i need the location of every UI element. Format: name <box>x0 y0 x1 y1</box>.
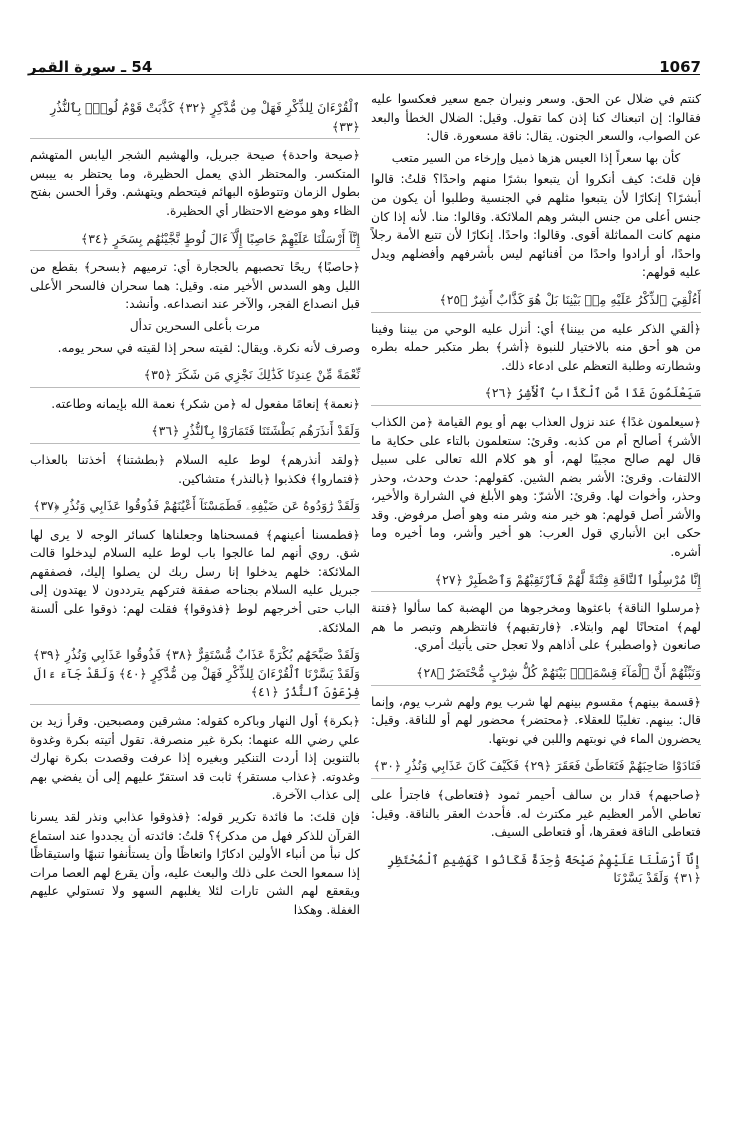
paragraph: ﴿مرسلوا الناقة﴾ باعثوها ومخرجوها من الهضبة كما سألوا ﴿فتنة لهم﴾ امتحانًا لهم وابتلاء. ﴿فارتقبهم﴾ فانتظرهم وتبصر ما هم صانعون ﴿واصطبر﴾ على أذاهم ولا تعجل حتى يأتيك أمري. <box>371 601 701 653</box>
paragraph: ﴿حاصبًا﴾ ريحًا تحصبهم بالحجارة أي: ترميهم ﴿بسحر﴾ بقطع من الليل وهو السدس الأخير منه. وقيل: هما سحران فالسحر الأعلى قبل انصداع الفجر، والآخر عند انصداعه. وأنشد: <box>30 260 360 312</box>
paragraph: فإن قلتَ: كيف أنكروا أن يتبعوا بشرًا منهم واحدًا؟ قلتُ: قالوا أبشرًا؟ إنكارًا لأن يتبعوا مثلهم في الجنسية وطلبوا أن يكون من جنس أعلى من جنس البشر وهم الملائكة. وقالوا: منا. لأنه إذا كان منهم كانت المماثلة أقوى. وقالوا: واحدًا. إنكارًا لأن تتبع الأمة رجلاً واحدًا، أو أرادوا واحدًا من أفنائهم ليس بأشرفهم وأفضلهم ويدل عليه قولهم: <box>371 172 701 280</box>
paragraph: ﴿ولقد أنذرهم﴾ لوط عليه السلام ﴿بطشتنا﴾ أخذتنا بالعذاب ﴿فتماروا﴾ فكذبوا ﴿بالنذر﴾ متشاكين. <box>30 452 360 486</box>
paragraph: ﴿سيعلمون غدًا﴾ عند نزول العذاب بهم أو يوم القيامة ﴿من الكذاب الأشر﴾ أصالح أم من كذبه. وقرئ: ستعلمون بالتاء على حكاية ما قال لهم صالح مجيبًا لهم، أو هو كلام الله تعالى على سبيل الالتفات. وقرئ: الأشر بضم الشين. كقولهم: حدث وحدث، وحذر وحذر، وأخوات لها. وقرئ: الأشرّ: وهو الأبلغ في الشرارة والأخير، والأشر أصل قولهم: هو خير منه وشر منه وهو أصل مرفوض. وقد حكى ابن الأنباري قول العرب: هو أخير وأشر، وما أخيره وما أشره. <box>371 414 701 560</box>
surah-title: 54 ـ سورة القمر <box>28 58 153 76</box>
paragraph: وصرف لأنه نكرة. ويقال: لقيته سحر إذا لقيته في سحر يومه. <box>57 340 360 355</box>
quran-verse: نِّعْمَةً مِّنْ عِندِنَا كَذَٰلِكَ نَجْزِي مَن شَكَرَ ﴿٣٥﴾ <box>30 364 360 388</box>
quran-verse: ٱلْقُرْءَانَ لِلذِّكْرِ فَهَلْ مِن مُّدَّكِرٍ ﴿٣٢﴾ كَذَّبَتْ قَوْمُ لُوطٍۭ بِٱلنُّذُرِ ﴿٣٣﴾ <box>30 97 360 139</box>
paragraph: ﴿صيحة واحدة﴾ صيحة جبريل، والهشيم الشجر اليابس المتهشم المتكسر. والمحتظر الذي يعمل الحظيرة، وما يحتظر به ييبس بطول الزمان وتتوطؤه البهائم فيتحطم ويتهشم. وقرأ الحسن بفتح الظاء وهو موضع الاحتظار أي الحظيرة. <box>30 148 360 218</box>
quran-verse: فَنَادَوْا صَاحِبَهُمْ فَتَعَاطَىٰ فَعَقَرَ ﴿٢٩﴾ فَكَيْفَ كَانَ عَذَابِي وَنُذُرِ ﴿٣٠﴾ <box>371 755 701 779</box>
paragraph: كنتم في ضلال عن الحق. وسعر ونيران جمع سعير فعكسوا عليه فقالوا: إن اتبعناك كنا إذن كما تقول. وقيل: الضلال الخطأ والبعد عن الصواب، والسعر الجنون. يقال: ناقة مسعورة. قال: <box>371 92 701 144</box>
quran-verse: أَءُلْقِيَ ٱلذِّكْرُ عَلَيْهِ مِنۢ بَيْنِنَا بَلْ هُوَ كَذَّابٌ أَشِرٌ ﴿٢٥﴾ <box>371 289 701 313</box>
header-rule <box>28 74 700 75</box>
quran-verse: إِنَّا مُرْسِلُوا ٱلنَّاقَةِ فِتْنَةً لَّهُمْ فَٱرْتَقِبْهُمْ وَٱصْطَبِرْ ﴿٢٧﴾ <box>371 569 701 593</box>
quran-verse: وَنَبِّئْهُمْ أَنَّ ٱلْمَآءَ قِسْمَةٌۢ بَيْنَهُمْ كُلُّ شِرْبٍ مُّحْتَضَرٌ ﴿٢٨﴾ <box>371 662 701 686</box>
quran-verse: سَيَعْلَمُونَ غَدًا مَّنِ ٱلْكَذَّابُ ٱلْأَشِرُ ﴿٢٦﴾ <box>371 382 701 406</box>
page-number: 1067 <box>659 58 701 76</box>
left-column <box>30 90 360 923</box>
paragraph: فإن قلتَ: ما فائدة تكرير قوله: ﴿فذوقوا عذابي ونذر لقد يسرنا القرآن للذكر فهل من مدكر﴾؟ قلتُ: فائدته أن يجددوا عند استماع كل نبأ من أنباء الأولين ادكارًا واتعاظًا وأن يستأنفوا تنبهًا واستيقاظًا إذا سمعوا الحث على ذلك والبعث عليه، وأن يقرع لهم العصا مرات ويقعقع لهم الشن تارات لئلا يغلبهم السهو ولا تستولي عليهم الغفلة. وهكذا <box>30 810 360 917</box>
paragraph: ﴿قسمة بينهم﴾ مقسوم بينهم لها شرب يوم ولهم شرب يوم، وإنما قال: بينهم. تغليبًا للعقلاء. ﴿محتضر﴾ محضور لهم أو للناقة. وقيل: يحضرون الماء في نوبتهم واللبن في نوبتها. <box>371 694 701 746</box>
poem-line: كأن بها سعراً إذا العيس هزها ذميل وإرخاء من السير متعب <box>391 150 681 165</box>
paragraph: ﴿ألقي الذكر عليه من بيننا﴾ أي: أنزل عليه الوحي من بيننا وفينا من هو أحق منه بالاختيار للنبوة ﴿أشر﴾ بطر متكبر حمله بطره وشطارته وطلبة التعظم على ادعاء ذلك. <box>371 321 701 373</box>
quran-verse: وَلَقَدْ صَبَّحَهُم بُكْرَةً عَذَابٌ مُّسْتَقِرٌّ ﴿٣٨﴾ فَذُوقُوا عَذَابِي وَنُذُرِ ﴿٣٩﴾ وَلَقَدْ يَسَّرْنَا ٱلْقُرْءَانَ لِلذِّكْرِ فَهَلْ مِن مُّدَّكِرٍ ﴿٤٠﴾ وَلَقَدْ جَآءَ ءَالَ فِرْعَوْنَ ٱلنُّذُرُ ﴿٤١﴾ <box>30 644 360 705</box>
paragraph: ﴿فطمسنا أعينهم﴾ فمسحناها وجعلناها كسائر الوجه لا يرى لها شق. روي أنهم لما عالجوا باب لوط عليه السلام ليدخلوا قالت الملائكة: خلهم يدخلوا إنا رسل ربك لن يصلوا إليك، فصفقهم جبريل عليه السلام بجناحه صفقة فتركهم يترددون لا يهتدون إلى الباب حتى أخرجهم لوط ﴿فذوقوا﴾ فقلت لهم: ذوقوا على ألسنة الملائكة. <box>30 527 360 635</box>
poem-line: مرت بأعلى السحرين تدأل <box>129 318 261 333</box>
right-column <box>371 90 701 897</box>
quran-verse: وَلَقَدْ أَنذَرَهُم بَطْشَتَنَا فَتَمَارَوْا بِٱلنُّذُرِ ﴿٣٦﴾ <box>30 420 360 444</box>
quran-verse: إِنَّآ أَرْسَلْنَا عَلَيْهِمْ صَيْحَةً وَٰحِدَةً فَكَانُوا كَهَشِيمِ ٱلْمُحْتَظِرِ ﴿٣١﴾ وَلَقَدْ يَسَّرْنَا <box>387 851 701 886</box>
quran-verse: إِنَّآ أَرْسَلْنَا عَلَيْهِمْ حَاصِبًا إِلَّآ ءَالَ لُوطٍ نَّجَّيْنَٰهُم بِسَحَرٍ ﴿٣٤﴾ <box>30 228 360 252</box>
quran-verse: وَلَقَدْ رَٰوَدُوهُ عَن ضَيْفِهِۦ فَطَمَسْنَآ أَعْيُنَهُمْ فَذُوقُوا عَذَابِي وَنُذُرِ ﴿٣٧﴾ <box>30 495 360 519</box>
paragraph: ﴿صاحبهم﴾ قدار بن سالف أحيمر ثمود ﴿فتعاطى﴾ فاجترأ على تعاطي الأمر العظيم غير مكترث له. فأحدث العقر بالناقة. وقيل: فتعاطى الناقة فعقرها، أو فتعاطى السيف. <box>371 788 701 840</box>
paragraph: ﴿بكرة﴾ أول النهار وباكره كقوله: مشرقين ومصبحين. وقرأ زيد بن علي رضي الله عنهما: بكرة غير منصرفة. تقول أتيته بكرة وغدوة بالتنوين إذا أردت التنكير وبغيره إذا عرفت وقصدت بكرة نهارك وغدوته. ﴿عذاب مستقر﴾ ثابت قد استقرّ عليهم إلى أن يفضي بهم إلى عذاب الآخرة. <box>30 714 360 803</box>
paragraph: ﴿نعمة﴾ إنعامًا مفعول له ﴿من شكر﴾ نعمة الله بإيمانه وطاعته. <box>51 396 360 411</box>
